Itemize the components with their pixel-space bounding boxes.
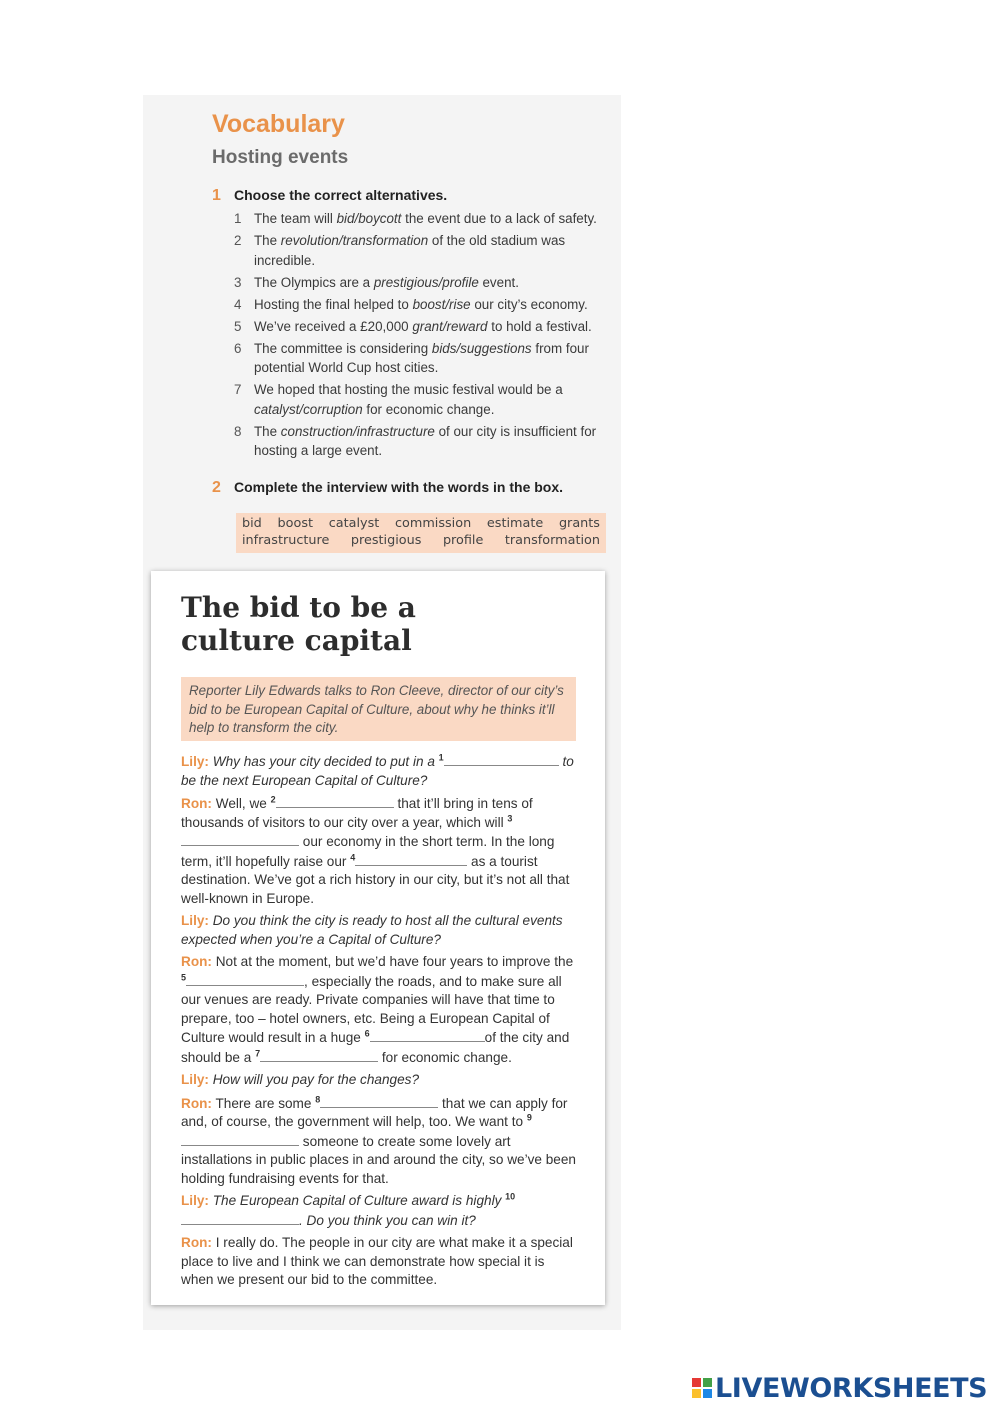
word-option: bid (242, 516, 262, 531)
word-option: boost (277, 516, 313, 531)
answer-blank-1[interactable] (444, 752, 559, 766)
liveworksheets-logo (692, 1374, 987, 1404)
item-options[interactable]: construction/infrastructure (280, 423, 435, 439)
dialogue-text: our economy in the short term. In the long term, it’ll hopefully raise our (181, 834, 555, 869)
item-options[interactable]: prestigious/profile (373, 274, 479, 290)
ron-answer-1 (181, 794, 577, 908)
item-text: The Olympics are a (254, 274, 374, 290)
answer-blank-2[interactable] (276, 794, 394, 808)
dialogue-text: , especially the roads, and to make sure all our venues are ready. Private companies will have that time to prepare, too – hotel owners, etc. Being a European Capital of Culture would result in a huge (181, 973, 562, 1045)
answer-blank-7[interactable] (260, 1048, 378, 1062)
logo-text: LIVEWORKSHEETS (715, 1373, 988, 1404)
speaker-ron: Ron: (181, 1235, 212, 1250)
gap-number: 2 (270, 794, 276, 805)
item-text: event. (478, 274, 519, 290)
word-box-row (242, 515, 600, 532)
exercise-instruction: Complete the interview with the words in the box. (234, 479, 564, 495)
exercise-instruction: Choose the correct alternatives. (234, 187, 448, 203)
lily-question-4 (181, 1192, 577, 1230)
ron-answer-4 (181, 1234, 577, 1290)
exercise-number: 1 (212, 187, 221, 204)
item-text: of the old stadium was incredible. (254, 233, 566, 268)
item-number: 1 (234, 211, 242, 226)
lily-question-1 (181, 752, 577, 790)
exercise-1-list (234, 209, 614, 463)
item-number: 3 (234, 274, 242, 290)
word-option: catalyst (328, 516, 380, 531)
item-options[interactable]: catalyst/corruption (254, 401, 363, 417)
item-number: 4 (234, 296, 242, 312)
exercise-item[interactable] (234, 273, 614, 293)
answer-blank-10[interactable] (181, 1211, 299, 1225)
gap-number: 10 (505, 1191, 516, 1202)
exercise-item[interactable] (234, 231, 614, 270)
dialogue-text: Well, we (215, 796, 271, 811)
answer-blank-9[interactable] (181, 1132, 299, 1146)
article-title: The bid to be a culture capital (181, 591, 416, 657)
speaker-ron: Ron: (181, 954, 212, 969)
exercise-item[interactable] (234, 209, 614, 229)
gap-number: 4 (350, 851, 356, 862)
exercise-2-heading (212, 479, 563, 497)
item-text: of our city is insufficient for hosting a large event. (254, 423, 597, 458)
speaker-ron: Ron: (181, 796, 212, 811)
word-option: infrastructure (242, 533, 330, 548)
dialogue-text: . Do you think you can win it? (299, 1212, 476, 1228)
gap-number: 9 (526, 1112, 532, 1123)
ron-answer-3 (181, 1094, 577, 1189)
answer-blank-5[interactable] (186, 972, 304, 986)
item-text: The team will (254, 211, 337, 226)
exercise-number: 2 (212, 479, 221, 496)
exercise-item[interactable] (234, 380, 614, 419)
exercise-item[interactable] (234, 339, 614, 378)
gap-number: 3 (507, 812, 513, 823)
word-option: profile (442, 533, 484, 548)
dialogue-text: The European Capital of Culture award is highly (212, 1193, 502, 1208)
dialogue-text: Not at the moment, but we’d have four years to improve the (215, 954, 574, 969)
item-text: for economic change. (362, 401, 495, 417)
logo-grid-icon (692, 1378, 712, 1398)
item-number: 7 (234, 382, 242, 397)
dialogue-text: as a tourist destination. We’ve got a rich history in our city, but it’s not all that well-known in Europe. (181, 853, 570, 906)
item-text: Hosting the final helped to (254, 296, 413, 312)
answer-blank-8[interactable] (320, 1094, 438, 1108)
section-subtitle: Hosting events (212, 147, 349, 168)
speaker-ron: Ron: (181, 1095, 212, 1111)
dialogue-text: someone to create some lovely art installations in public places in and around the city, so we’ve been holding fundraising events for that. (181, 1133, 576, 1186)
item-options[interactable]: revolution/transformation (280, 233, 429, 248)
item-options[interactable]: grant/reward (412, 318, 488, 334)
answer-blank-3[interactable] (181, 832, 299, 846)
item-text: The committee is considering (254, 340, 432, 356)
dialogue-text: to be the next European Capital of Culture? (181, 754, 574, 788)
exercise-item[interactable] (234, 422, 614, 461)
speaker-lily: Lily: (181, 1193, 209, 1208)
dialogue-text: Why has your city decided to put in a (212, 754, 439, 769)
item-text: from four potential World Cup host cities. (254, 340, 589, 375)
item-options[interactable]: boost/rise (412, 296, 471, 312)
word-option: commission (395, 516, 472, 531)
speaker-lily: Lily: (181, 1072, 209, 1087)
speaker-lily: Lily: (181, 913, 209, 928)
item-text: The (254, 423, 281, 439)
item-text: The (254, 233, 281, 248)
gap-number: 8 (315, 1093, 321, 1104)
gap-number: 1 (438, 752, 444, 763)
item-number: 6 (234, 340, 242, 356)
item-text: We hoped that hosting the music festival would be a (254, 382, 563, 397)
dialogue-text: How will you pay for the changes? (212, 1072, 420, 1087)
dialogue-text: of the city and should be a (181, 1030, 570, 1065)
article-intro: Reporter Lily Edwards talks to Ron Cleeve, director of our city’s bid to be European Capital of Culture, about why he thinks it’ll help to transform the city. (181, 677, 576, 741)
item-number: 8 (234, 423, 242, 439)
ron-answer-2 (181, 953, 577, 1067)
dialogue-text: I really do. The people in our city are what make it a special place to live and I think we can demonstrate how special it is when we present our bid to the committee. (181, 1235, 573, 1287)
item-number: 2 (234, 233, 242, 248)
item-options[interactable]: bids/suggestions (431, 340, 532, 356)
item-text: the event due to a lack of safety. (401, 211, 597, 226)
dialogue-text: for economic change. (381, 1049, 512, 1065)
section-title: Vocabulary (212, 110, 345, 138)
answer-blank-6[interactable] (370, 1028, 485, 1042)
word-option: grants (558, 516, 600, 531)
lily-question-3 (181, 1071, 577, 1090)
item-text: our city’s economy. (470, 296, 588, 312)
gap-number: 5 (181, 971, 187, 982)
word-box (236, 513, 606, 553)
dialogue-text: that we can apply for and, of course, the government will help, too. We want to (181, 1095, 568, 1129)
word-option: prestigious (350, 533, 422, 548)
exercise-1-heading (212, 187, 447, 205)
word-option: estimate (486, 516, 544, 531)
exercise-item[interactable] (234, 317, 614, 337)
interview-dialogue (181, 752, 577, 1294)
item-text: to hold a festival. (487, 318, 592, 334)
item-number: 5 (234, 318, 242, 334)
item-options[interactable]: bid/boycott (336, 211, 402, 226)
word-box-row (242, 532, 600, 549)
answer-blank-4[interactable] (355, 852, 467, 866)
dialogue-text: Do you think the city is ready to host all the cultural events expected when you’re a Capital of Culture? (181, 913, 563, 947)
gap-number: 7 (255, 1047, 261, 1058)
dialogue-text: There are some (215, 1095, 316, 1111)
exercise-item[interactable] (234, 295, 614, 315)
item-text: We’ve received a £20,000 (254, 318, 413, 334)
speaker-lily: Lily: (181, 754, 209, 769)
dialogue-text: that it’ll bring in tens of thousands of visitors to our city over a year, which will (181, 796, 533, 830)
word-option: transformation (504, 533, 600, 548)
lily-question-2 (181, 912, 577, 949)
gap-number: 6 (364, 1028, 370, 1039)
